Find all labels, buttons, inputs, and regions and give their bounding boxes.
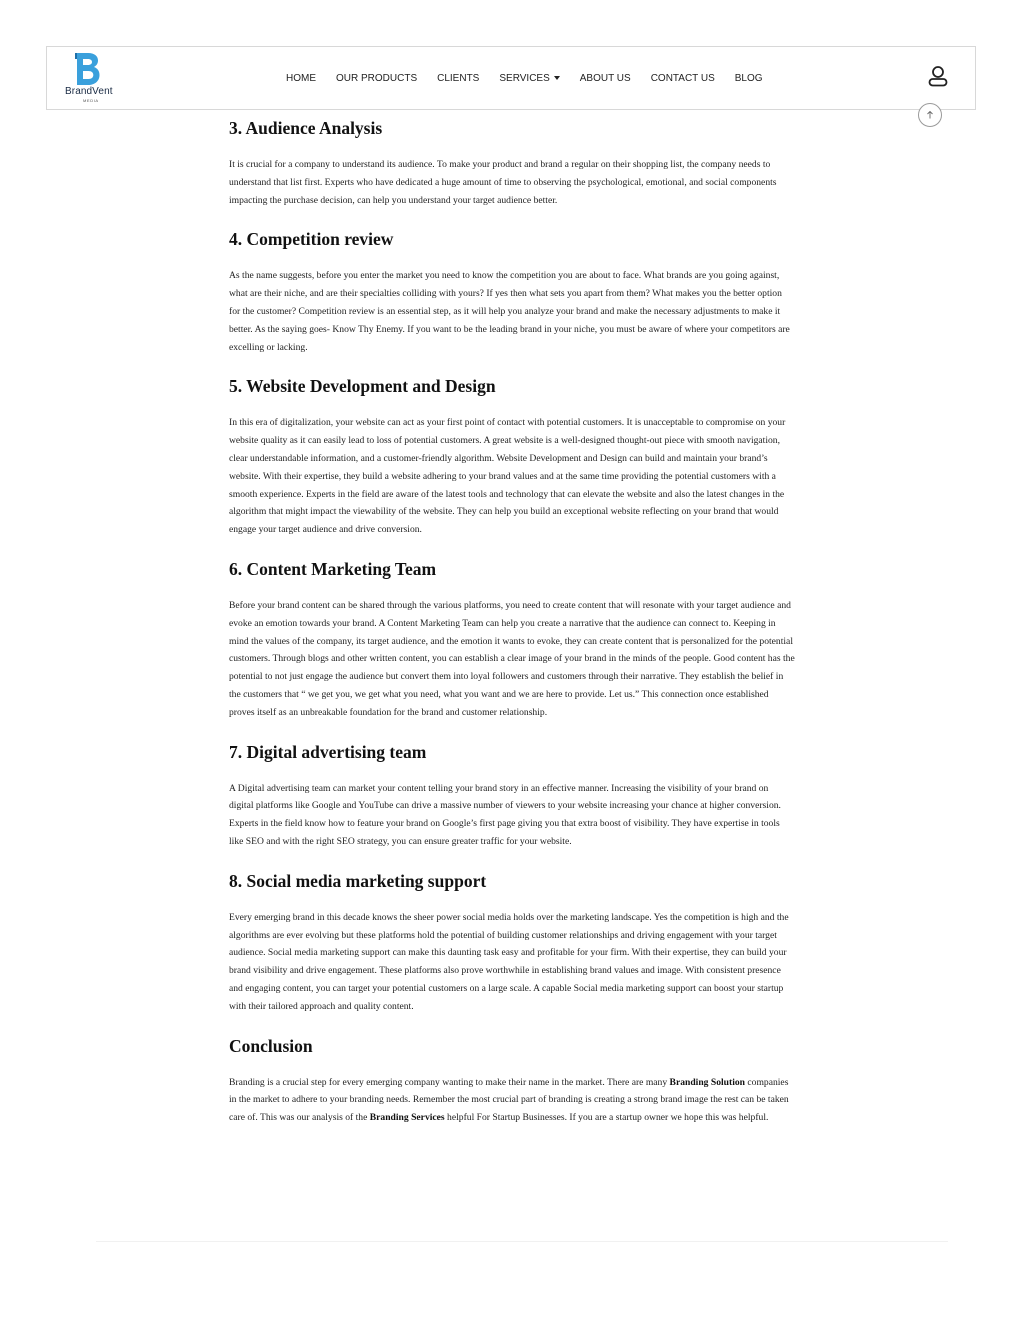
section-heading: 4. Competition review <box>229 229 394 250</box>
caret-down-icon <box>554 76 560 80</box>
section-content-marketing <box>229 557 795 722</box>
section-body: Before your brand content can be shared through the various platforms, you need to create content that will resonate with your target audience and evoke an emotion towards your brand. A Content Marketing Team can help you create a narrative that the audience can connect to. Keeping in mind the values of the company, its target audience, and the emotion it wants to evoke, they can create content that is personalized for the potential customers. Through blogs and other written content, you can establish a clear image of your brand in the minds of the people. Good content has the potential to not just engage the audience but convert them into loyal followers and customers through their narrative. They establish the belief in the customers that “ we get you, we get what you need, what you want and we are here to provide. Let us.” This connection once established proves itself as an unbreakable foundation for the brand and customer relationship. <box>229 599 795 718</box>
nav-clients[interactable]: CLIENTS <box>437 72 480 84</box>
section-conclusion <box>229 1034 795 1127</box>
section-heading: 7. Digital advertising team <box>229 741 427 762</box>
section-heading: 5. Website Development and Design <box>229 376 496 397</box>
brand-subtitle: MEDIA <box>83 98 99 103</box>
nav-home[interactable]: HOME <box>286 72 316 84</box>
scroll-to-top-button[interactable] <box>918 103 942 127</box>
brand-logo[interactable] <box>63 52 133 104</box>
article-content <box>229 116 795 1145</box>
brand-name: BrandVent <box>65 86 113 97</box>
main-navigation <box>286 71 783 85</box>
section-body: In this era of digitalization, your website can act as your first point of contact with potential customers. It is unacceptable to compromise on your website quality as it can easily lead to loss of potential customers. A great website is a well-designed thought-out piece with smooth navigation, clear understandable information, and a customer-friendly algorithm. Website Development and Design can build and maintain your brand’s website. With their expertise, they build a website adhering to your brand values and at the same time providing the potential customers with a smooth experience. Experts in the field are aware of the latest tools and technology that can elevate the website and also the latest changes in the algorithm that might impact the viewability of the website. They can help you build an exceptional website reflecting on your brand that would engage your target audience and drive conversion. <box>229 417 786 536</box>
nav-services-label: SERVICES <box>499 72 550 84</box>
section-body: As the name suggests, before you enter the market you need to know the competition you are about to face. What brands are you going against, what are their niche, and are their specialties colliding with yours? If yes then what sets you apart from them? What makes you the better option for the customer? Competition review is an essential step, as it will help you analyze your brand and make the necessary adjustments to make it better. As the saying goes- Know Thy Enemy. If you want to be the leading brand in your niche, you must be aware of where your competitors are excelling or lacking. <box>229 270 790 353</box>
conclusion-keyword: Branding Solution <box>669 1076 745 1088</box>
brandvent-logo-icon <box>73 52 101 86</box>
conclusion-text: helpful For Startup Businesses. If you are a startup owner we hope this was helpful. <box>444 1112 769 1124</box>
section-audience-analysis <box>229 116 795 209</box>
section-website-development <box>229 374 795 539</box>
nav-contact-us[interactable]: CONTACT US <box>650 72 715 84</box>
section-heading: 3. Audience Analysis <box>229 118 383 138</box>
section-digital-advertising <box>229 740 795 851</box>
user-icon[interactable] <box>927 65 949 87</box>
nav-about-us[interactable]: ABOUT US <box>579 72 631 84</box>
section-heading: 6. Content Marketing Team <box>229 558 437 579</box>
arrow-up-icon <box>925 110 935 120</box>
section-body: A Digital advertising team can market your content telling your brand story in an effective manner. Increasing the visibility of your brand on digital platforms like Google and YouTube can drive a massive number of viewers to your website increasing your chance at higher conversion. Experts in the field know how to feature your brand on Google’s first page giving you that extra boost of visibility. They have expertise in tools like SEO and with the right SEO strategy, you can ensure greater traffic for your website. <box>229 782 781 847</box>
site-header <box>46 46 976 110</box>
section-social-media <box>229 869 795 1016</box>
nav-blog[interactable]: BLOG <box>734 72 763 84</box>
conclusion-text: companies in the market to adhere to your branding needs. Remember the most crucial part of branding is creating a strong brand image the rest can be taken care of. This was our analysis of the <box>229 1076 789 1124</box>
section-body: Every emerging brand in this decade knows the sheer power social media holds over the marketing landscape. Yes the competition is high and the algorithms are ever evolving but these platforms hold the potential of building customer relationships and driving engagement with your target audience. Social media marketing support can make this daunting task easy and profitable for your firm. With their expertise, they can build your brand visibility and drive engagement. These platforms also prove worthwhile in establishing brand values and image. With consistent presence and engaging content, you can target your potential customers on a large scale. A capable Social media marketing support can boost your startup with their tailored approach and quality content. <box>229 911 789 1012</box>
footer-divider <box>96 1241 948 1242</box>
section-body <box>229 1074 795 1127</box>
nav-services[interactable] <box>499 73 559 84</box>
section-competition-review <box>229 227 795 356</box>
section-heading: 8. Social media marketing support <box>229 870 487 891</box>
nav-our-products[interactable]: OUR PRODUCTS <box>336 72 418 84</box>
conclusion-text: Branding is a crucial step for every emerging company wanting to make their name in the market. There are many <box>229 1076 670 1088</box>
section-heading: Conclusion <box>229 1035 313 1056</box>
section-body: It is crucial for a company to understand its audience. To make your product and brand a regular on their shopping list, the company needs to understand that list first. Experts who have dedicated a huge amount of time to observing the psychological, emotional, and social components impacting the purchase decision, can help you understand your target audience better. <box>229 159 777 206</box>
conclusion-keyword: Branding Services <box>369 1112 445 1124</box>
